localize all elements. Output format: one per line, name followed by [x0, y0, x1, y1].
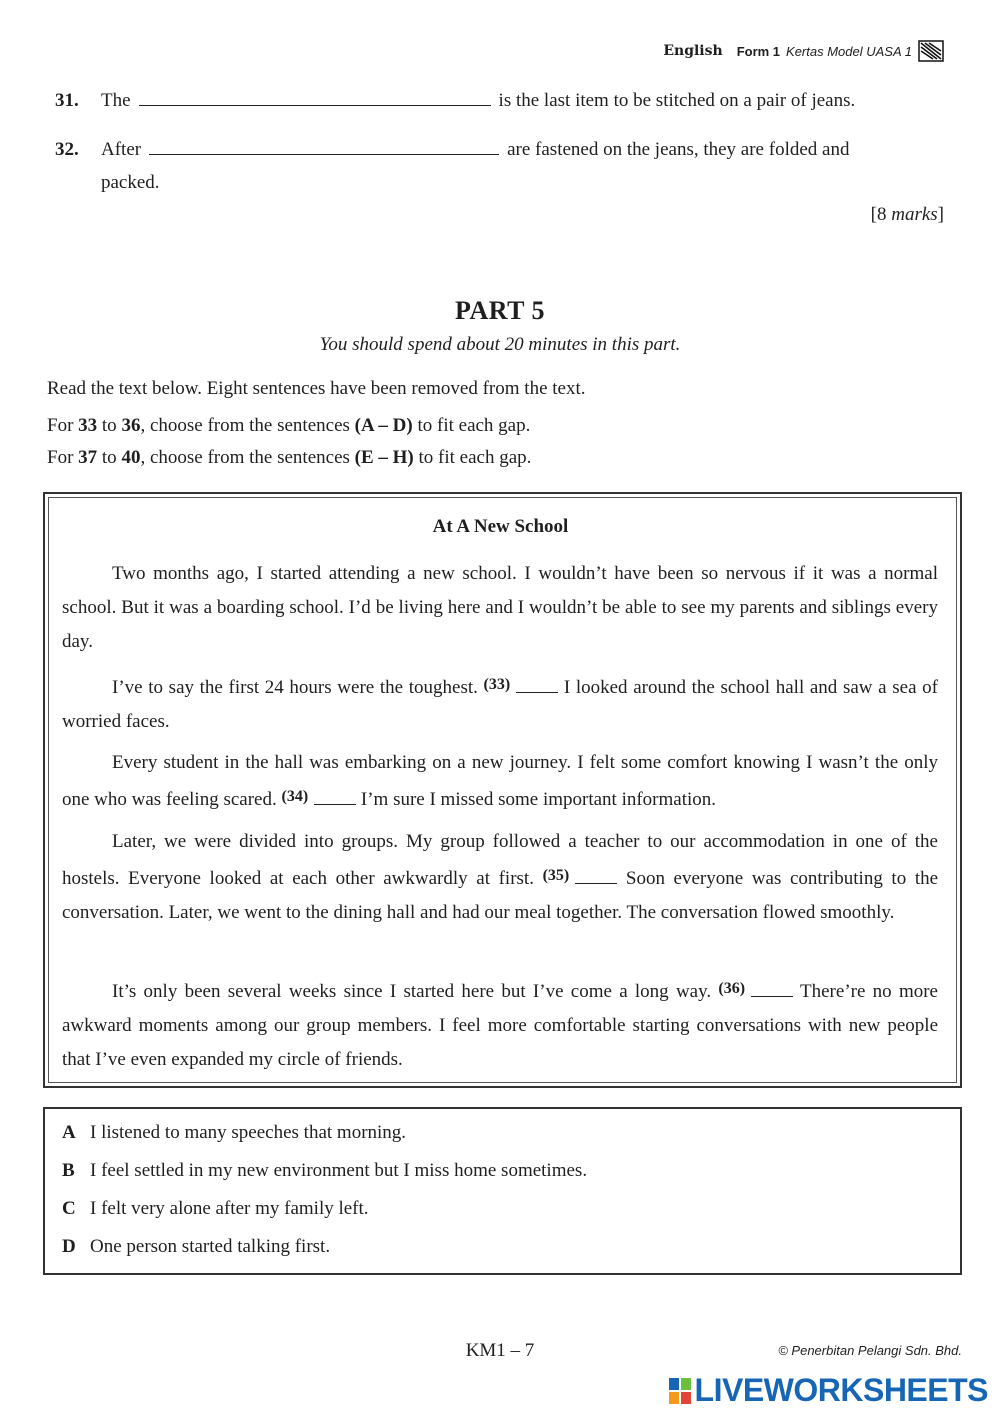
- option-letter: D: [62, 1236, 76, 1257]
- para-text: I’ve to say the first 24 hours were the toughest.: [112, 677, 478, 698]
- option-c: [62, 1198, 369, 1220]
- passage-paragraph-1: Two months ago, I started attending a new school. I wouldn’t have been so nervous if it was a normal school. But it was a boarding school. I’d be living here and I wouldn’t be able to see my parents and siblings every day.: [62, 563, 938, 652]
- para-text: I looked around the school hall and saw a sea of worried faces.: [62, 677, 938, 732]
- marks-word: marks: [891, 204, 938, 225]
- option-letter: B: [62, 1160, 75, 1181]
- page-number: KM1 – 7: [465, 1340, 535, 1361]
- marks-open: [8: [870, 204, 892, 225]
- instr-text: , choose from the sentences: [140, 447, 355, 468]
- passage-paragraph-5: [62, 972, 938, 1077]
- question-number: 31.: [55, 90, 79, 111]
- option-text: I felt very alone after my family left.: [90, 1198, 369, 1219]
- liveworksheets-logo-icon: [669, 1378, 691, 1404]
- option-b: [62, 1160, 587, 1182]
- para-text: There’re no more awkward moments among our group members. I feel more comfortable starting conversations with new people that I’ve even expanded my circle of friends.: [62, 981, 938, 1070]
- passage-title: At A New School: [432, 516, 569, 537]
- instr-text: to: [97, 415, 122, 436]
- answer-blank-32[interactable]: [149, 136, 499, 155]
- para-text: Every student in the hall was embarking on a new journey. I felt some comfort knowing I wasn’t the only one who was feeling scared.: [62, 752, 938, 810]
- question-text-before: The: [101, 90, 131, 111]
- question-text-after: is the last item to be stitched on a pair of jeans.: [498, 90, 856, 111]
- gap-number-34: (34): [281, 788, 309, 805]
- passage-paragraph-4: [62, 825, 938, 930]
- passage-paragraph-2: [62, 668, 938, 739]
- option-letter: A: [62, 1122, 76, 1143]
- para-text: I’m sure I missed some important information.: [360, 789, 717, 810]
- instr-text: to fit each gap.: [412, 415, 531, 436]
- gap-blank-34[interactable]: [314, 790, 356, 805]
- para-text: Later, we were divided into groups. My group followed a teacher to our accommodation in one of the hostels. Everyone looked at each other awkwardly at first.: [62, 831, 938, 889]
- para-text: Soon everyone was contributing to the conversation. Later, we went to the dining hall and had our meal together. The conversation flowed smoothly.: [62, 868, 939, 923]
- instruction-line-2: [47, 415, 530, 437]
- question-31: [55, 86, 855, 116]
- instruction-line-1: Read the text below. Eight sentences have been removed from the text.: [47, 378, 586, 399]
- part-title: PART 5: [455, 296, 545, 325]
- para-text: It’s only been several weeks since I started here but I’ve come a long way.: [112, 981, 712, 1002]
- option-letter: C: [62, 1198, 76, 1219]
- instr-num: 37: [78, 447, 98, 468]
- part-subtitle: You should spend about 20 minutes in this part.: [319, 334, 681, 355]
- instr-text: to fit each gap.: [413, 447, 532, 468]
- option-text: One person started talking first.: [90, 1236, 331, 1257]
- gap-blank-35[interactable]: [575, 869, 617, 884]
- marks-label: [871, 204, 944, 226]
- paper-label: Kertas Model UASA 1: [786, 43, 912, 59]
- gap-number-33: (33): [483, 676, 511, 693]
- publisher-credit: © Penerbitan Pelangi Sdn. Bhd.: [778, 1343, 962, 1358]
- instr-num: 40: [121, 447, 141, 468]
- question-number: 32.: [55, 139, 79, 160]
- option-text: I listened to many speeches that morning.: [90, 1122, 407, 1143]
- publisher-logo-icon: [918, 40, 944, 62]
- marks-close: ]: [937, 204, 944, 225]
- instr-range: (E – H): [354, 447, 414, 468]
- option-a: [62, 1122, 406, 1144]
- gap-number-35: (35): [542, 867, 570, 884]
- gap-blank-33[interactable]: [516, 678, 558, 693]
- option-d: [62, 1236, 330, 1258]
- question-32-continuation: packed.: [101, 172, 160, 193]
- gap-blank-36[interactable]: [751, 982, 793, 997]
- gap-number-36: (36): [718, 980, 746, 997]
- instr-text: For: [47, 415, 79, 436]
- instr-range: (A – D): [354, 415, 413, 436]
- question-text-after: are fastened on the jeans, they are folded and: [507, 139, 850, 160]
- instr-num: 33: [78, 415, 98, 436]
- passage-paragraph-3: [62, 746, 938, 817]
- instr-text: For: [47, 447, 79, 468]
- instruction-line-3: [47, 447, 531, 469]
- instr-text: , choose from the sentences: [140, 415, 355, 436]
- liveworksheets-watermark: [669, 1372, 988, 1409]
- answer-blank-31[interactable]: [139, 87, 491, 106]
- question-text-before: After: [101, 139, 142, 160]
- form-label: Form 1: [736, 43, 781, 59]
- question-32: [55, 135, 849, 165]
- page-header: [663, 40, 944, 62]
- liveworksheets-text: LIVEWORKSHEETS: [694, 1372, 988, 1408]
- instr-num: 36: [121, 415, 141, 436]
- subject-label: English: [663, 43, 723, 59]
- option-text: I feel settled in my new environment but I miss home sometimes.: [90, 1160, 588, 1181]
- instr-text: to: [97, 447, 122, 468]
